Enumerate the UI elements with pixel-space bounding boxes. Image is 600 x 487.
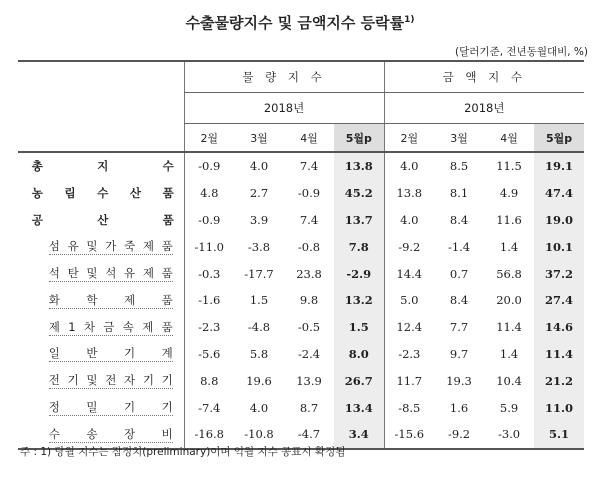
value-group-header: 금 액 지 수 — [384, 61, 584, 93]
value-value-cell: 14.4 — [384, 260, 434, 287]
value-value-cell: -1.4 — [447, 239, 471, 254]
value-value-cell: 19.1 — [534, 152, 584, 180]
volume-value-cell: 4.0 — [249, 159, 269, 174]
table-row — [18, 233, 584, 260]
value-value-cell: 4.0 — [384, 152, 434, 180]
value-value-cell: 19.0 — [534, 207, 584, 234]
row-label-cell — [18, 394, 184, 421]
row-label-cell — [18, 367, 184, 394]
volume-value-cell: -4.8 — [247, 320, 271, 335]
value-value-cell: 4.0 — [384, 207, 434, 234]
volume-value-cell: 7.4 — [299, 159, 319, 174]
volume-value-cell: 13.4 — [334, 394, 384, 421]
volume-value-cell: -11.0 — [184, 233, 234, 260]
value-value-cell: 8.4 — [449, 212, 469, 227]
volume-value-cell: -0.9 — [184, 152, 234, 180]
row-label-cell — [18, 152, 184, 180]
volume-month-header: 5월p — [334, 124, 384, 153]
row-label: 섬 유 및 가 죽 제 품 — [48, 239, 173, 254]
row-label: 공 산 품 — [31, 212, 174, 227]
value-value-cell: 19.3 — [446, 373, 472, 388]
value-value-cell: 12.4 — [384, 314, 434, 341]
row-label: 석 탄 및 석 유 제 품 — [48, 266, 173, 281]
value-value-cell: -3.0 — [484, 421, 534, 449]
volume-value-cell: -2.9 — [334, 260, 384, 287]
volume-value-cell: 13.7 — [334, 207, 384, 234]
volume-value-cell: 2.7 — [249, 186, 269, 201]
value-value-cell: -8.5 — [384, 394, 434, 421]
value-value-cell: 20.0 — [496, 293, 522, 308]
table-row — [18, 367, 584, 394]
row-label-cell — [18, 341, 184, 368]
volume-value-cell: 8.0 — [334, 341, 384, 368]
volume-value-cell: -0.8 — [297, 239, 321, 254]
table-row — [18, 287, 584, 314]
value-value-cell: 1.4 — [499, 239, 519, 254]
value-month-header: 4월 — [484, 124, 534, 153]
value-value-cell: 13.8 — [384, 180, 434, 207]
value-value-cell: 56.8 — [496, 266, 522, 281]
corner-cell — [18, 61, 184, 152]
value-value-cell: 4.9 — [499, 186, 519, 201]
volume-value-cell: -1.6 — [184, 287, 234, 314]
volume-value-cell: 1.5 — [334, 314, 384, 341]
table-row — [18, 180, 584, 207]
value-value-cell: 14.6 — [534, 314, 584, 341]
volume-year-header: 2018년 — [184, 93, 384, 124]
volume-group-header: 물 량 지 수 — [184, 61, 384, 93]
value-year-header: 2018년 — [384, 93, 584, 124]
volume-value-cell: -4.7 — [284, 421, 334, 449]
volume-value-cell: -0.9 — [297, 186, 321, 201]
value-value-cell: 9.7 — [449, 346, 469, 361]
table-row — [18, 394, 584, 421]
title-footnote-mark: 1) — [404, 15, 415, 25]
volume-value-cell: 13.9 — [296, 373, 322, 388]
volume-value-cell: 3.9 — [249, 212, 269, 227]
value-value-cell: 7.7 — [449, 320, 469, 335]
row-label: 수 송 장 비 — [48, 426, 173, 441]
volume-month-header: 3월 — [234, 124, 284, 153]
volume-value-cell: -0.9 — [184, 207, 234, 234]
volume-value-cell: -17.7 — [244, 266, 274, 281]
row-label: 일 반 기 계 — [48, 346, 173, 361]
volume-value-cell: 13.8 — [334, 152, 384, 180]
value-value-cell: 5.0 — [384, 287, 434, 314]
volume-value-cell: 8.7 — [299, 400, 319, 415]
table-body — [18, 152, 584, 449]
volume-value-cell: -2.3 — [184, 314, 234, 341]
volume-value-cell: -10.8 — [234, 421, 284, 449]
volume-value-cell: 45.2 — [334, 180, 384, 207]
value-value-cell: 11.7 — [384, 367, 434, 394]
volume-value-cell: 13.2 — [334, 287, 384, 314]
value-month-header: 2월 — [384, 124, 434, 153]
row-label: 정 밀 기 기 — [48, 400, 173, 415]
volume-value-cell: 23.8 — [296, 266, 322, 281]
table-title: 수출물량지수 및 금액지수 등락률$^{1)}$ — [185, 14, 415, 32]
volume-value-cell: 8.8 — [184, 367, 234, 394]
volume-value-cell: -0.3 — [184, 260, 234, 287]
value-value-cell: 1.6 — [449, 400, 469, 415]
value-value-cell: -15.6 — [384, 421, 434, 449]
value-value-cell: 11.5 — [496, 159, 522, 174]
value-value-cell: 0.7 — [449, 266, 469, 281]
volume-value-cell: 4.0 — [249, 400, 269, 415]
value-value-cell: 47.4 — [534, 180, 584, 207]
volume-value-cell: 4.8 — [184, 180, 234, 207]
table-row — [18, 207, 584, 234]
volume-value-cell: 19.6 — [246, 373, 272, 388]
index-table — [18, 60, 584, 450]
volume-value-cell: 9.8 — [299, 293, 319, 308]
volume-value-cell: -2.4 — [297, 346, 321, 361]
value-value-cell: 11.4 — [534, 341, 584, 368]
volume-month-header: 4월 — [284, 124, 334, 153]
volume-value-cell: 5.8 — [249, 346, 269, 361]
value-value-cell: 10.4 — [496, 373, 522, 388]
value-value-cell: 1.4 — [499, 346, 519, 361]
value-value-cell: 11.0 — [534, 394, 584, 421]
row-label-cell — [18, 287, 184, 314]
row-label: 농 림 수 산 품 — [31, 186, 174, 201]
value-value-cell: 37.2 — [534, 260, 584, 287]
volume-month-header: 2월 — [184, 124, 234, 153]
volume-value-cell: 3.4 — [334, 421, 384, 449]
volume-value-cell: -7.4 — [184, 394, 234, 421]
value-value-cell: 5.1 — [534, 421, 584, 449]
value-month-header: 3월 — [434, 124, 484, 153]
volume-value-cell: -16.8 — [184, 421, 234, 449]
volume-value-cell: 1.5 — [249, 293, 269, 308]
value-value-cell: 10.1 — [534, 233, 584, 260]
value-value-cell: 11.4 — [496, 320, 522, 335]
value-value-cell: -2.3 — [384, 341, 434, 368]
unit-label: (달러기준, 전년동월대비, %) — [455, 46, 588, 58]
row-label: 화 학 제 품 — [48, 292, 173, 307]
value-value-cell: 8.1 — [449, 186, 469, 201]
table-row — [18, 341, 584, 368]
table-row — [18, 260, 584, 287]
value-value-cell: 8.5 — [449, 159, 469, 174]
row-label: 전 기 및 전 자 기 기 — [48, 373, 173, 388]
footnote: 주 : 1) 당월 지수는 잠정치(preliminary)이며 익월 지수 공표시 확정됨 — [20, 446, 346, 458]
value-month-header: 5월p — [534, 124, 584, 153]
volume-value-cell: 7.8 — [334, 233, 384, 260]
row-label: 총 지 수 — [31, 159, 174, 174]
volume-value-cell: -5.6 — [184, 341, 234, 368]
volume-value-cell: 7.4 — [299, 212, 319, 227]
row-label: 제 1 차 금 속 제 품 — [48, 319, 173, 334]
value-value-cell: 5.9 — [499, 400, 519, 415]
volume-value-cell: 26.7 — [334, 367, 384, 394]
value-value-cell: 27.4 — [534, 287, 584, 314]
volume-value-cell: -3.8 — [247, 239, 271, 254]
volume-value-cell: -0.5 — [297, 320, 321, 335]
row-label-cell — [18, 233, 184, 260]
table-row — [18, 314, 584, 341]
row-label-cell — [18, 260, 184, 287]
row-label-cell — [18, 207, 184, 234]
value-value-cell: -9.2 — [434, 421, 484, 449]
value-value-cell: -9.2 — [384, 233, 434, 260]
value-value-cell: 8.4 — [449, 293, 469, 308]
row-label-cell — [18, 314, 184, 341]
value-value-cell: 21.2 — [534, 367, 584, 394]
table-row — [18, 152, 584, 180]
value-value-cell: 11.6 — [496, 212, 522, 227]
row-label-cell — [18, 180, 184, 207]
